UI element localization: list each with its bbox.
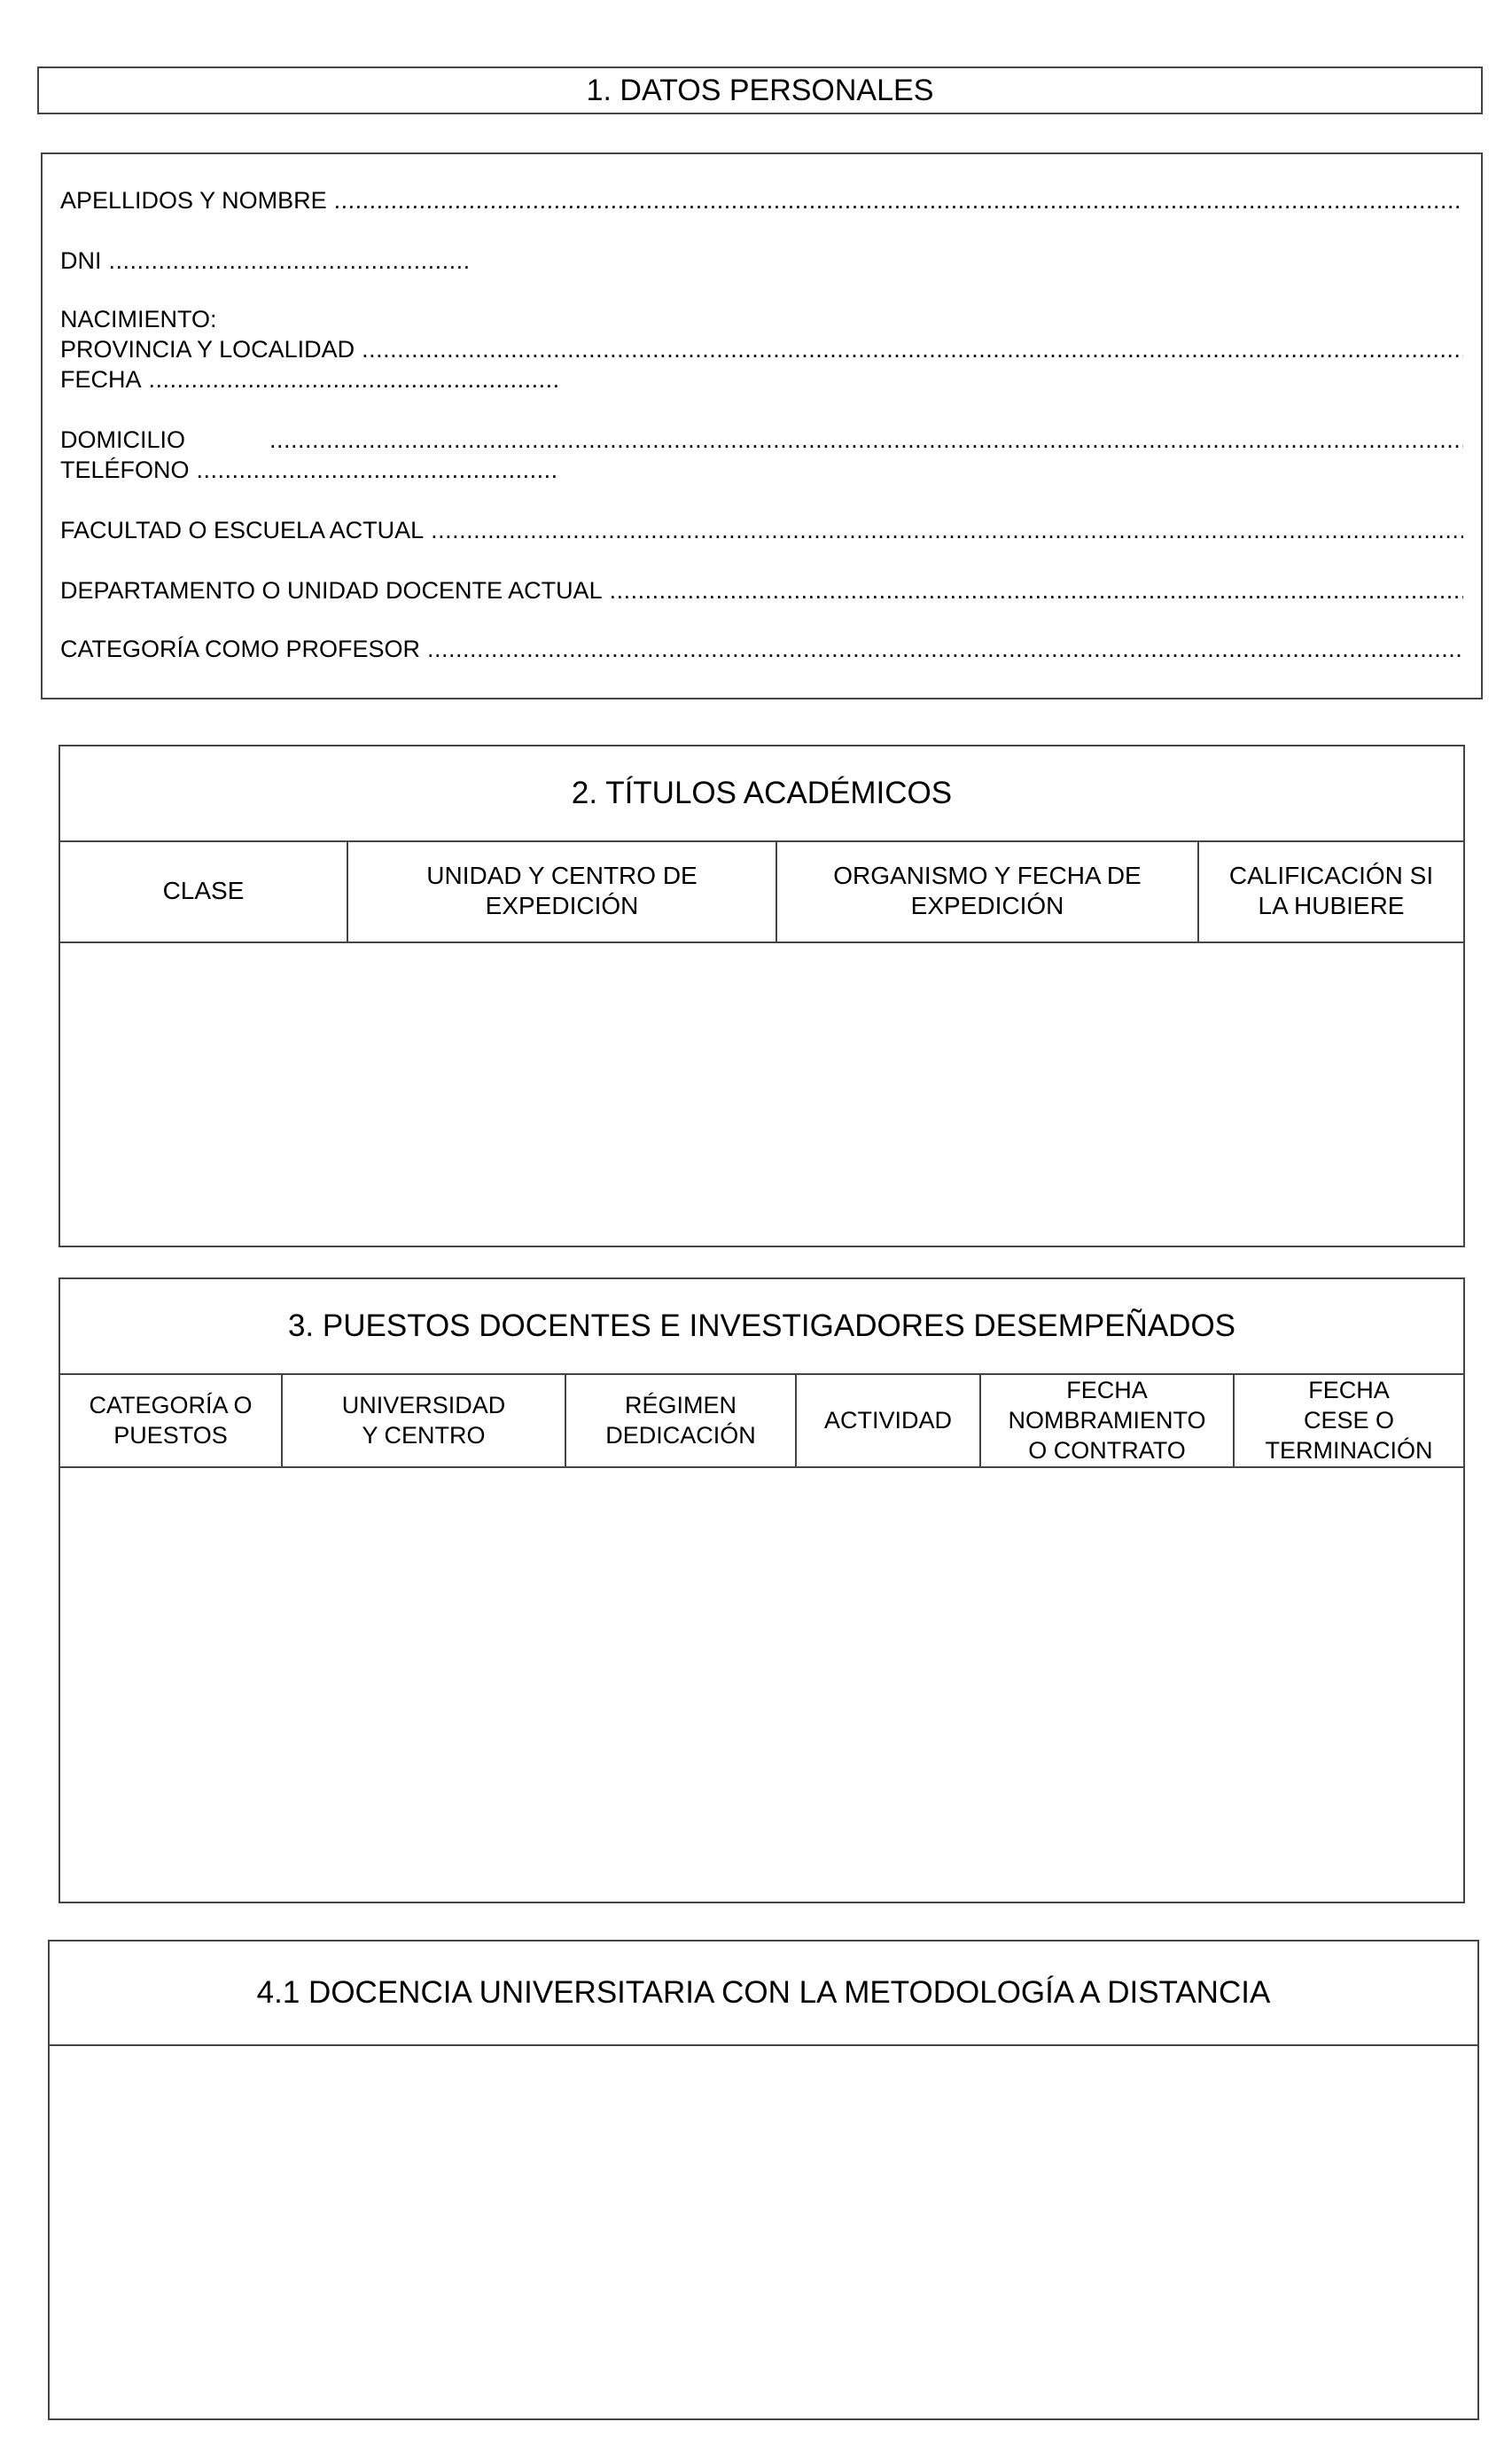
column-header-regimen: RÉGIMEN DEDICACIÓN (566, 1373, 797, 1466)
field-label: FACULTAD O ESCUELA ACTUAL (60, 517, 425, 543)
field-label: FECHA (60, 366, 142, 393)
table-header-row (60, 1373, 1463, 1468)
section-datos-personales-header (37, 66, 1483, 114)
field-label: DNI (60, 247, 102, 274)
field-categoria[interactable] (60, 635, 1463, 663)
field-provincia-localidad[interactable] (60, 335, 1463, 363)
fill-line (362, 335, 1463, 363)
field-facultad[interactable] (60, 516, 1463, 544)
column-header-actividad: ACTIVIDAD (797, 1373, 981, 1466)
nacimiento-heading: NACIMIENTO: (60, 306, 217, 332)
column-header-unidad-centro: UNIDAD Y CENTRO DE EXPEDICIÓN (348, 840, 777, 941)
puestos-docentes-table (58, 1277, 1465, 1903)
column-header-categoria: CATEGORÍA O PUESTOS (60, 1373, 283, 1466)
fill-line (197, 456, 560, 484)
fill-line (334, 186, 1463, 215)
section-title: 2. TÍTULOS ACADÉMICOS (60, 746, 1463, 842)
section-title: 4.1 DOCENCIA UNIVERSITARIA CON LA METODOLOGÍA A DISTANCIA (50, 1941, 1477, 2046)
fill-line (109, 246, 472, 275)
column-header-organismo-fecha: ORGANISMO Y FECHA DE EXPEDICIÓN (777, 840, 1199, 941)
column-header-fecha-cese: FECHA CESE O TERMINACIÓN (1265, 1376, 1433, 1464)
field-dni[interactable] (60, 246, 477, 275)
field-domicilio[interactable] (60, 426, 1463, 454)
docencia-distancia-section (48, 1940, 1479, 2420)
datos-personales-form (41, 152, 1483, 699)
field-label: APELLIDOS Y NOMBRE (60, 187, 327, 214)
fill-line (427, 635, 1463, 663)
field-apellidos-nombre[interactable] (60, 186, 1463, 215)
column-header-clase: CLASE (60, 840, 348, 941)
column-header-universidad: UNIVERSIDAD Y CENTRO (283, 1373, 566, 1466)
titulos-academicos-table (58, 745, 1465, 1247)
table-body-area[interactable] (60, 1468, 1463, 1902)
column-header-calificacion: CALIFICACIÓN SI LA HUBIERE (1228, 862, 1434, 919)
field-fecha[interactable] (60, 365, 565, 394)
column-header-fecha-nombramiento: FECHA NOMBRAMIENTO O CONTRATO (981, 1373, 1235, 1466)
section-body-area[interactable] (50, 2046, 1477, 2418)
field-label: CATEGORÍA COMO PROFESOR (60, 636, 421, 662)
fill-line (610, 576, 1463, 605)
section-title: 1. DATOS PERSONALES (586, 73, 934, 107)
fill-line (149, 365, 561, 394)
field-label: DEPARTAMENTO O UNIDAD DOCENTE ACTUAL (60, 577, 603, 604)
fill-line (431, 516, 1463, 544)
field-departamento[interactable] (60, 576, 1463, 605)
field-label: PROVINCIA Y LOCALIDAD (60, 336, 355, 363)
field-label: TELÉFONO (60, 457, 190, 483)
field-telefono[interactable] (60, 456, 565, 484)
table-body-area[interactable] (60, 943, 1463, 1246)
field-label: DOMICILIO (60, 426, 186, 453)
fill-line (269, 426, 1463, 454)
section-title: 3. PUESTOS DOCENTES E INVESTIGADORES DESEMPEÑADOS (60, 1279, 1463, 1375)
table-header-row (60, 840, 1463, 943)
